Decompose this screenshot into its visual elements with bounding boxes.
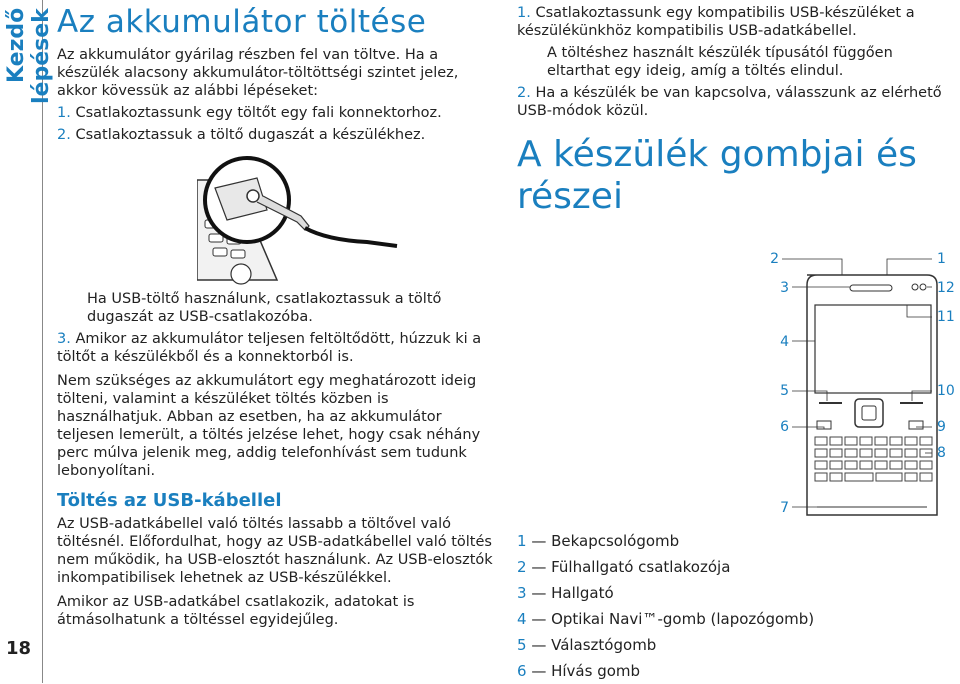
callout-11: 11 <box>937 309 955 325</box>
callout-6: 6 <box>780 419 789 435</box>
callout-3: 3 <box>780 280 789 296</box>
step-text: Csatlakoztassunk egy kompatibilis USB-készüléket a készülékünkhöz kompatibilis USB-adatkábellel. <box>517 5 915 39</box>
section-title: Kezdő lépések <box>4 8 54 104</box>
callout-2: 2 <box>770 251 779 267</box>
legend-item: 3 — Hallgató <box>517 584 614 602</box>
callout-5: 5 <box>780 383 789 399</box>
usb-data-paragraph: Amikor az USB-adatkábel csatlakozik, adatokat is átmásolhatunk a töltéssel egyidejűleg. <box>57 594 415 628</box>
usb-step-1 <box>517 4 957 40</box>
callout-7: 7 <box>780 500 789 516</box>
page-number: 18 <box>6 638 32 659</box>
callout-12: 12 <box>937 280 955 296</box>
step-number: 3. <box>57 331 71 347</box>
usb-step-1-note: A töltéshez használt készülék típusától függően eltarthat egy ideig, amíg a töltés elindul. <box>547 45 893 79</box>
step-1 <box>57 104 497 122</box>
step-text: Csatlakoztassuk a töltő dugaszát a készülékhez. <box>75 127 426 143</box>
step-3 <box>57 330 497 366</box>
usb-charger-note: Ha USB-töltő használunk, csatlakoztassuk a töltő dugaszát az USB-csatlakozóba. <box>87 291 442 325</box>
legend-item: 6 — Hívás gomb <box>517 662 641 680</box>
step-number: 2. <box>57 127 71 143</box>
callout-4: 4 <box>780 334 789 350</box>
step-number: 1. <box>57 105 71 121</box>
usb-charging-paragraph: Az USB-adatkábellel való töltés lassabb a töltővel való töltésnél. Előfordulhat, hogy az USB-adatkábellel való töltés nem működik, ha USB-elosztót használunk. Az USB-elosztók inkompatibilisek lehetnek az USB-készülékkel. <box>57 516 493 586</box>
keys-and-parts-heading: A készülék gombjai és részei <box>517 134 917 217</box>
parts-legend <box>517 528 814 684</box>
intro-paragraph: Az akkumulátor gyárilag részben fel van töltve. Ha a készülék alacsony akkumulátor-töltöttségi szintet jelez, akkor kövessük az alábbi lépéseket: <box>57 47 459 99</box>
phone-parts-diagram <box>517 245 957 525</box>
legend-item: 2 — Fülhallgató csatlakozója <box>517 558 731 576</box>
charging-paragraph: Nem szükséges az akkumulátort egy meghatározott ideig tölteni, valamint a készüléket töltés közben is használhatjuk. Abban az esetben, ha az akkumulátor teljesen lemerült, a töltés jelzése lehet, hogy csak néhány perc múlva jelenik meg, addig telefonhívást sem tudunk lebonyolítani. <box>57 373 481 479</box>
callout-9: 9 <box>937 419 946 435</box>
callout-1: 1 <box>937 251 946 267</box>
callout-10: 10 <box>937 383 955 399</box>
charger-illustration <box>197 150 497 290</box>
step-text: Amikor az akkumulátor teljesen feltöltődött, húzzuk ki a töltőt a készülékből és a konnektorból is. <box>57 331 482 365</box>
legend-item: 5 — Választógomb <box>517 636 657 654</box>
legend-item: 4 — Optikai Navi™-gomb (lapozógomb) <box>517 610 815 628</box>
step-text: Ha a készülék be van kapcsolva, válasszunk az elérhető USB-módok közül. <box>517 85 942 119</box>
usb-charging-heading: Töltés az USB-kábellel <box>57 490 282 511</box>
step-number: 1. <box>517 5 531 21</box>
step-text: Csatlakoztassunk egy töltőt egy fali konnektorhoz. <box>75 105 442 121</box>
callout-8: 8 <box>937 445 946 461</box>
right-column <box>517 0 957 218</box>
step-2 <box>57 126 497 144</box>
legend-item: 1 — Bekapcsológomb <box>517 532 680 550</box>
left-column <box>57 0 497 629</box>
usb-step-2 <box>517 84 957 120</box>
step-number: 2. <box>517 85 531 101</box>
sidebar <box>0 0 54 683</box>
page-title: Az akkumulátor töltése <box>57 4 427 40</box>
